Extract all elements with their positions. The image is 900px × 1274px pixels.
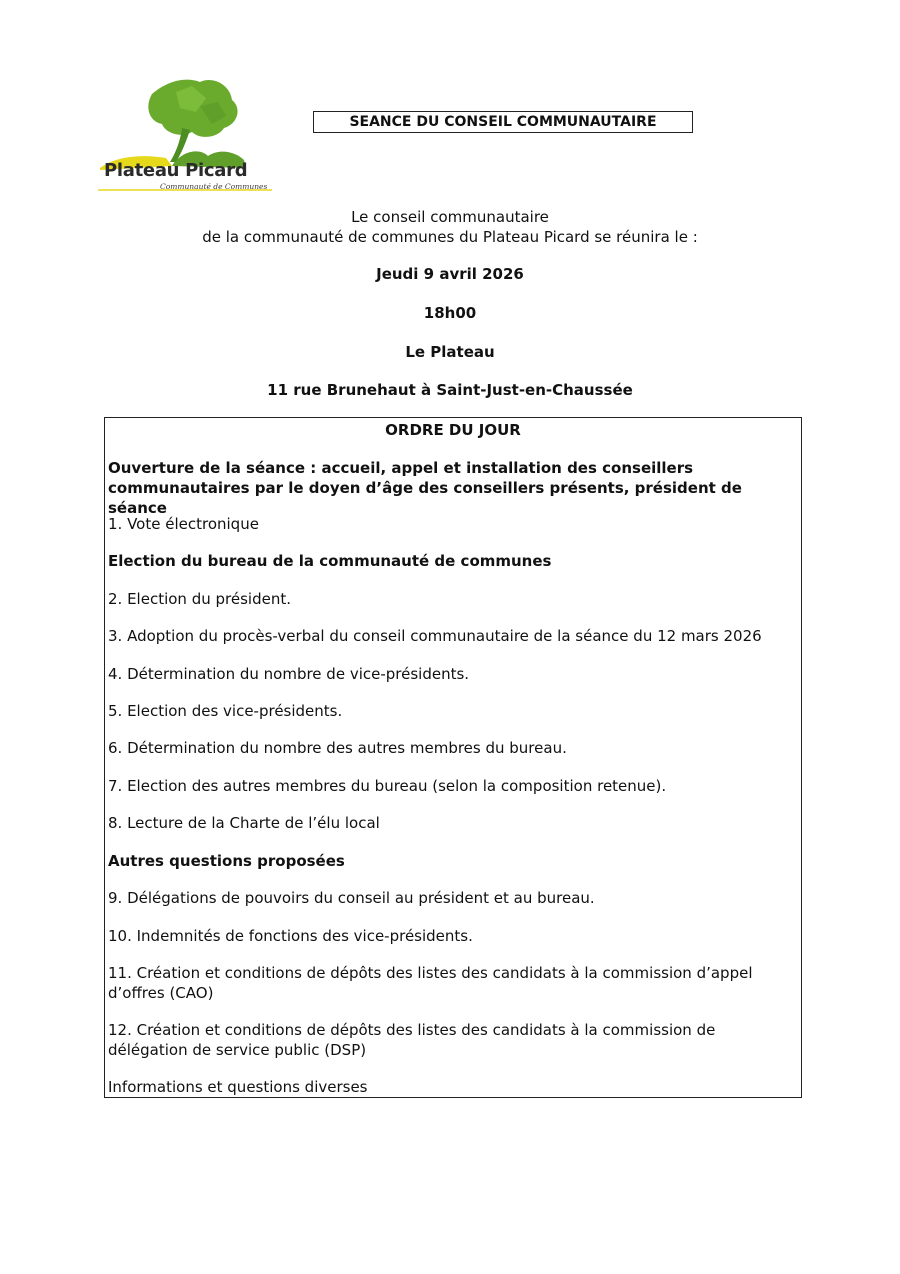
agenda-opening: Ouverture de la séance : accueil, appel et installation des conseillers communautaires par le doyen d’âge des conseillers présents, président de séance	[108, 459, 742, 517]
meeting-time: 18h00	[423, 304, 477, 322]
plateau-picard-logo	[96, 72, 276, 194]
meeting-date: Jeudi 9 avril 2026	[376, 265, 524, 283]
agenda-item-10: 10. Indemnités de fonctions des vice-présidents.	[108, 927, 473, 945]
agenda-item-3: 3. Adoption du procès-verbal du conseil communautaire de la séance du 12 mars 2026	[108, 627, 762, 645]
agenda-heading: ORDRE DU JOUR	[385, 421, 521, 439]
meeting-address: 11 rue Brunehaut à Saint-Just-en-Chaussée	[267, 381, 633, 399]
agenda-item-12: 12. Création et conditions de dépôts des listes des candidats à la commission de délégation de service public (DSP)	[108, 1021, 716, 1059]
agenda-item-5: 5. Election des vice-présidents.	[108, 702, 343, 720]
logo-subtitle: Communauté de Communes	[160, 182, 268, 191]
agenda-item-8: 8. Lecture de la Charte de l’élu local	[108, 814, 380, 832]
document-title: SEANCE DU CONSEIL COMMUNAUTAIRE	[313, 111, 693, 133]
agenda-item-1: 1. Vote électronique	[108, 515, 259, 533]
logo-name: Plateau Picard	[104, 160, 248, 181]
agenda-closing: Informations et questions diverses	[108, 1078, 368, 1096]
agenda-item-9: 9. Délégations de pouvoirs du conseil au président et au bureau.	[108, 889, 595, 907]
agenda-section-bureau: Election du bureau de la communauté de communes	[108, 552, 552, 570]
intro-line-1: Le conseil communautaire	[351, 208, 549, 226]
agenda-item-7: 7. Election des autres membres du bureau (selon la composition retenue).	[108, 777, 667, 795]
intro-line-2: de la communauté de communes du Plateau Picard se réunira le :	[202, 228, 698, 246]
agenda-item-11: 11. Création et conditions de dépôts des listes des candidats à la commission d’appel d’offres (CAO)	[108, 964, 753, 1002]
agenda-section-other: Autres questions proposées	[108, 852, 345, 870]
agenda-item-4: 4. Détermination du nombre de vice-présidents.	[108, 665, 470, 683]
agenda-item-2: 2. Election du président.	[108, 590, 291, 608]
meeting-place: Le Plateau	[405, 343, 495, 361]
agenda-box	[104, 417, 802, 1098]
agenda-item-6: 6. Détermination du nombre des autres membres du bureau.	[108, 739, 567, 757]
